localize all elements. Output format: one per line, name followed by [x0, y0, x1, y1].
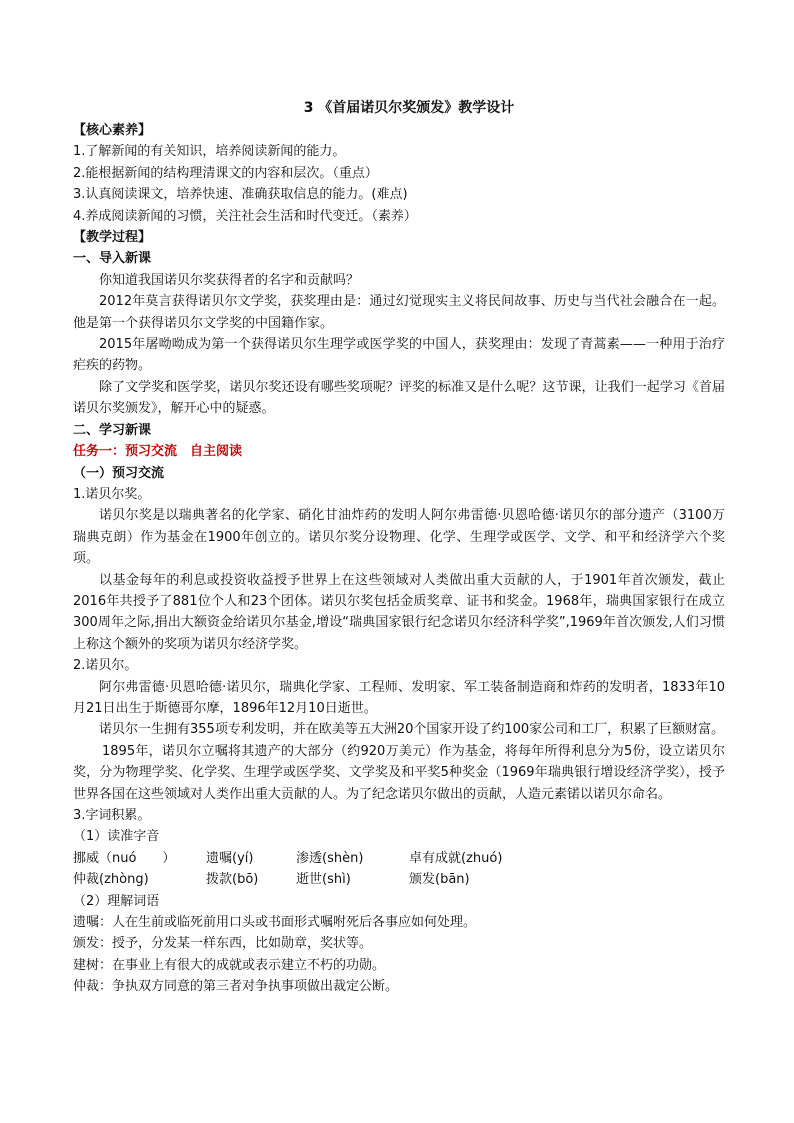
heading-process: 【教学过程】 — [73, 230, 152, 246]
vocab-item: 挪威（nuó ） — [73, 850, 176, 866]
sub-heading-definitions: （2）理解词语 — [73, 893, 160, 909]
item-heading: 1.诺贝尔奖。 — [73, 486, 151, 502]
vocab-item: 颁发(bān) — [409, 872, 470, 888]
definition-item: 仲裁：争执双方同意的第三者对争执事项做出裁定公断。 — [73, 979, 399, 995]
document-title: 3 《首届诺贝尔奖颁发》教学设计 — [303, 100, 515, 116]
sub-heading: （一）预习交流 — [73, 465, 165, 481]
body-paragraph: 阿尔弗雷德·贝恩哈德·诺贝尔，瑞典化学家、工程师、发明家、军工装备制造商和炸药的发明者，1833年10月21日出生于斯德哥尔摩，1896年12月10日逝世。 — [73, 679, 725, 716]
vocab-item: 仲裁(zhòng) — [73, 872, 149, 888]
item-heading: 3.字词积累。 — [73, 808, 151, 823]
core-item: 4.养成阅读新闻的习惯，关注社会生活和时代变迁。（素养） — [73, 208, 417, 224]
pronunciation-row — [73, 869, 725, 890]
body-paragraph: 以基金每年的利息或投资收益授予世界上在这些领域对人类做出重大贡献的人，于1901年首次颁发，截止2016年共授予了881位个人和23个团体。诺贝尔奖包括金质奖章、证书和奖金。1968年，瑞典国家银行在成立300周年之际,捐出大额资金给诺贝尔基金,增设“瑞典国家银行纪念诺贝尔经济科学奖”,1969年首次颁发,人们习惯上称这个额外的奖项为诺贝尔经济学奖。 — [73, 572, 725, 652]
document-page — [73, 96, 725, 998]
body-paragraph: 诺贝尔奖是以瑞典著名的化学家、硝化甘油炸药的发明人阿尔弗雷德·贝恩哈德·诺贝尔的部分遗产（3100万瑞典克朗）作为基金在1900年创立的。诺贝尔奖分设物理、化学、生理学或医学、文学、和平和经济学六个奖项。 — [73, 508, 725, 567]
heading-core: 【核心素养】 — [73, 123, 152, 138]
core-item: 3.认真阅读课文，培养快速、准确获取信息的能力。(难点) — [73, 187, 408, 203]
body-paragraph: 诺贝尔一生拥有355项专利发明，并在欧美等五大洲20个国家开设了约100家公司和工厂，积累了巨额财富。 — [99, 722, 725, 738]
core-item: 2.能根据新闻的结构理清课文的内容和层次。（重点） — [73, 165, 378, 181]
intro-paragraph: 除了文学奖和医学奖，诺贝尔奖还设有哪些奖项呢？评奖的标准又是什么呢？这节课，让我们一起学习《首届诺贝尔奖颁发》，解开心中的疑惑。 — [73, 379, 725, 417]
vocab-item: 拨款(bō) — [206, 872, 259, 888]
sub-heading-pronunciation: （1）读准字音 — [73, 829, 160, 845]
body-paragraph: 1895年，诺贝尔立嘱将其遗产的大部分（约920万美元）作为基金，将每年所得利息分为5份，设立诺贝尔奖，分为物理学奖、化学奖、生理学或医学奖、文学奖及和平奖5种奖金（1969年瑞典银行增设经济学奖），授予世界各国在这些领域对人类作出重大贡献的人。为了纪念诺贝尔做出的贡献，人造元素锘以诺贝尔命名。 — [73, 743, 725, 802]
section-heading-learn: 二、学习新课 — [73, 422, 152, 438]
intro-paragraph: 2015年屠呦呦成为第一个获得诺贝尔生理学或医学奖的中国人，获奖理由：发现了青蒿素——一种用于治疗疟疾的药物。 — [73, 337, 725, 374]
core-item: 1.了解新闻的有关知识，培养阅读新闻的能力。 — [73, 144, 346, 160]
vocab-item: 逝世(shì) — [296, 872, 351, 888]
intro-paragraph: 2012年莫言获得诺贝尔文学奖，获奖理由是：通过幻觉现实主义将民间故事、历史与当代社会融合在一起。他是第一个获得诺贝尔文学奖的中国籍作家。 — [73, 294, 725, 331]
definition-item: 颁发：授予，分发某一样东西，比如勋章，奖状等。 — [73, 936, 373, 952]
task-heading: 任务一：预习交流 自主阅读 — [73, 444, 243, 460]
intro-paragraph: 你知道我国诺贝尔奖获得者的名字和贡献吗？ — [99, 272, 360, 288]
section-heading-intro: 一、导入新课 — [73, 251, 152, 267]
item-heading: 2.诺贝尔。 — [73, 658, 138, 674]
vocab-item: 渗透(shèn) — [296, 850, 364, 866]
pronunciation-row — [73, 848, 725, 869]
vocab-item: 卓有成就(zhuó) — [409, 850, 503, 866]
definition-item: 建树：在事业上有很大的成就或表示建立不朽的功勋。 — [73, 957, 386, 973]
vocab-item: 遗嘱(yí) — [206, 850, 254, 866]
definition-item: 遗嘱：人在生前或临死前用口头或书面形式嘱咐死后各事应如何处理。 — [73, 915, 477, 931]
